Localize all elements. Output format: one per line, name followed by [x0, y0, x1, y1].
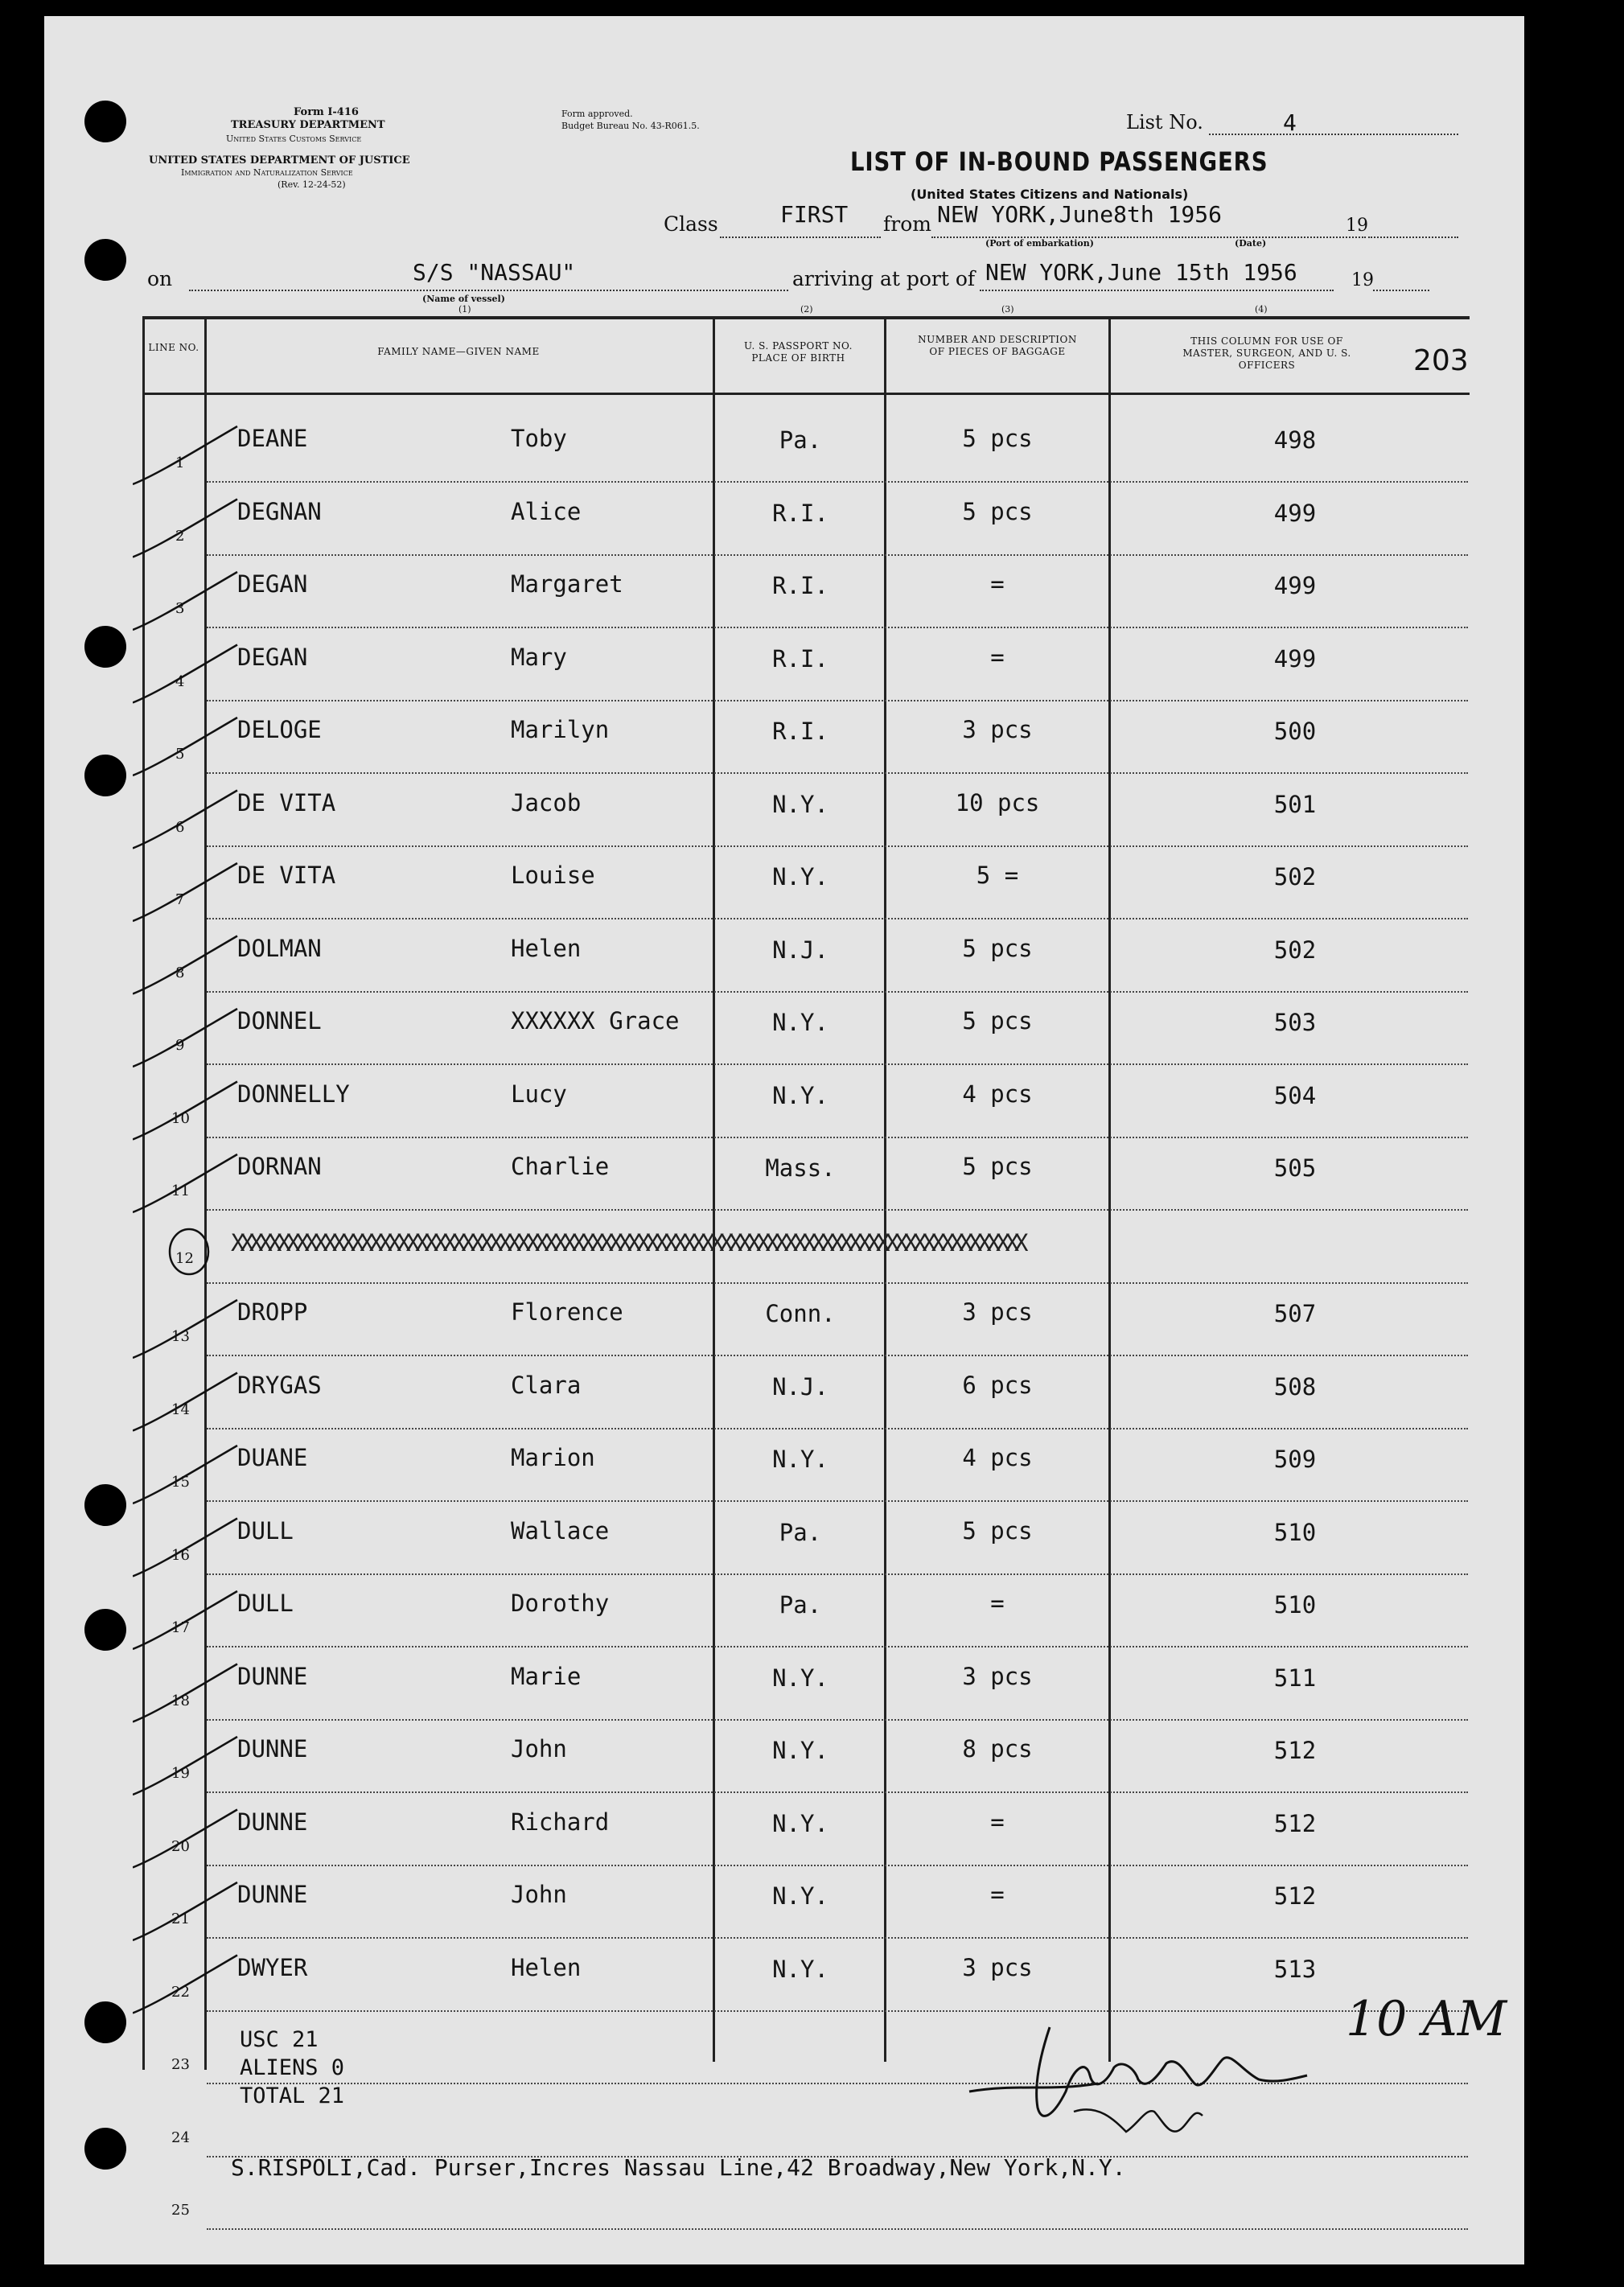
- officer-number: 502: [1273, 863, 1317, 891]
- revision: (Rev. 12-24-52): [278, 179, 346, 190]
- family-name: DORNAN: [237, 1153, 322, 1180]
- baggage-count: 5 pcs: [962, 497, 1033, 525]
- check-mark: [133, 1810, 237, 1868]
- family-name: DUNNE: [237, 1808, 308, 1836]
- family-name: DROPP: [237, 1298, 308, 1326]
- handwritten-time: 10 AM: [1346, 1991, 1507, 2047]
- port-embark-caption: (Port of embarkation): [985, 238, 1094, 249]
- check-mark: [133, 791, 237, 849]
- officer-number: 499: [1273, 572, 1317, 599]
- line-number: 20: [171, 1837, 190, 1855]
- header-passport: U. S. PASSPORT NO. PLACE OF BIRTH: [744, 340, 853, 364]
- check-mark: [133, 936, 237, 994]
- family-name: DUNNE: [237, 1735, 308, 1763]
- given-name: Helen: [511, 934, 582, 962]
- class-line: [720, 237, 881, 238]
- place-of-birth: Pa.: [779, 1591, 822, 1619]
- line-number: 19: [171, 1765, 190, 1782]
- family-name: DONNELLY: [237, 1080, 350, 1108]
- row-rule: [207, 1355, 1468, 1356]
- baggage-count: 5 =: [976, 862, 1019, 889]
- header-name: FAMILY NAME—GIVEN NAME: [377, 346, 540, 357]
- from-label: from: [883, 212, 931, 236]
- officer-number: 499: [1273, 644, 1317, 673]
- punch-hole: [84, 626, 126, 668]
- family-name: DE VITA: [237, 862, 336, 889]
- class-value: FIRST: [780, 201, 849, 228]
- place-of-birth: N.Y.: [772, 1009, 828, 1036]
- list-no-line: [1209, 134, 1458, 135]
- row-rule: [207, 700, 1468, 701]
- place-of-birth: N.Y.: [772, 863, 828, 891]
- row-rule: [207, 845, 1468, 847]
- baggage-count: =: [990, 1881, 1005, 1908]
- line-number: 11: [171, 1183, 190, 1199]
- line-number: 5: [175, 746, 185, 763]
- officer-number: 510: [1273, 1518, 1317, 1546]
- given-name: Wallace: [511, 1516, 610, 1545]
- place-of-birth: Pa.: [779, 426, 822, 454]
- line-number: 4: [175, 673, 185, 690]
- given-name: Louise: [511, 862, 595, 889]
- place-of-birth: R.I.: [772, 644, 828, 673]
- row-rule: [207, 1209, 1468, 1211]
- row-rule: [207, 1646, 1468, 1647]
- page-title: LIST OF IN-BOUND PASSENGERS: [850, 146, 1268, 177]
- family-name: DEGAN: [237, 643, 308, 671]
- place-of-birth: N.J.: [772, 936, 828, 964]
- form-approved: Form approved.: [561, 109, 633, 119]
- page-number: 203: [1413, 344, 1469, 377]
- check-mark: [133, 1519, 237, 1577]
- baggage-count: 4 pcs: [962, 1444, 1033, 1471]
- row-rule: [207, 1282, 1468, 1284]
- punch-hole: [84, 755, 126, 796]
- place-of-birth: N.Y.: [772, 1809, 828, 1837]
- given-name: Toby: [511, 425, 567, 452]
- family-name: DUANE: [237, 1444, 308, 1471]
- baggage-count: 5 pcs: [962, 425, 1033, 452]
- check-mark: [133, 1154, 237, 1212]
- family-name: DOLMAN: [237, 934, 322, 962]
- place-of-birth: Conn.: [765, 1300, 836, 1327]
- form-number: Form I-416: [294, 106, 359, 118]
- punch-hole: [84, 2001, 126, 2043]
- check-mark: [133, 426, 237, 484]
- line-number: 2: [175, 527, 185, 545]
- family-name: DELOGE: [237, 716, 322, 743]
- check-marks: [133, 378, 294, 2148]
- line-number: 25: [171, 2202, 190, 2219]
- officer-number: 508: [1273, 1372, 1317, 1401]
- given-name: Helen: [511, 1953, 582, 1981]
- line-number: 10: [171, 1109, 190, 1127]
- check-mark: [133, 1373, 237, 1431]
- family-name: DE VITA: [237, 788, 336, 816]
- table-top-border: [142, 316, 1470, 319]
- check-mark: [133, 1664, 237, 1722]
- given-name: Florence: [511, 1298, 623, 1326]
- punch-hole: [84, 2128, 126, 2170]
- header-officers: THIS COLUMN FOR USE OF MASTER, SURGEON, AND U. S. OFFICERS: [1182, 335, 1351, 371]
- punch-hole: [84, 101, 126, 142]
- place-of-birth: N.Y.: [772, 1446, 828, 1473]
- place-of-birth: N.Y.: [772, 1737, 828, 1764]
- officer-number: 504: [1273, 1081, 1317, 1109]
- row-rule: [207, 1573, 1468, 1575]
- family-name: DUNNE: [237, 1662, 308, 1690]
- officer-number: 503: [1273, 1009, 1317, 1036]
- page-subtitle: (United States Citizens and Nationals): [911, 187, 1189, 202]
- place-of-birth: R.I.: [772, 499, 828, 527]
- line-number: 9: [175, 1037, 185, 1054]
- row-rule: [207, 991, 1468, 993]
- family-name: DRYGAS: [237, 1371, 322, 1399]
- baggage-count: 5 pcs: [962, 934, 1033, 962]
- given-name: Alice: [511, 497, 582, 525]
- baggage-count: 3 pcs: [962, 1662, 1033, 1690]
- totals-total: TOTAL 21: [240, 2083, 345, 2108]
- line-number: 16: [171, 1546, 190, 1564]
- given-name: Clara: [511, 1371, 582, 1399]
- row-rule: [207, 1937, 1468, 1939]
- place-of-birth: R.I.: [772, 718, 828, 745]
- officer-number: 511: [1273, 1664, 1317, 1692]
- line-number: 24: [171, 2129, 190, 2146]
- given-name: XXXXXX Grace: [511, 1007, 680, 1034]
- given-name: Dorothy: [511, 1590, 610, 1617]
- on-label: on: [147, 267, 173, 290]
- check-mark: [133, 1446, 237, 1503]
- given-name: Mary: [511, 643, 567, 671]
- row-rule: [207, 481, 1468, 483]
- col2-num: (2): [800, 304, 813, 315]
- col-divider-name: [713, 316, 715, 2062]
- baggage-count: 5 pcs: [962, 1153, 1033, 1180]
- baggage-count: 10 pcs: [955, 788, 1040, 816]
- col-divider-passport: [884, 316, 886, 2062]
- place-of-birth: N.Y.: [772, 1955, 828, 1983]
- row-rule: [207, 1428, 1468, 1429]
- year-line: [1368, 237, 1458, 238]
- officer-number: 509: [1273, 1446, 1317, 1473]
- officer-number: 500: [1273, 718, 1317, 745]
- baggage-count: 3 pcs: [962, 1953, 1033, 1981]
- officer-number: 512: [1273, 1737, 1317, 1764]
- row-rule: [207, 1719, 1468, 1721]
- totals-usc: USC 21: [240, 2027, 319, 2052]
- baggage-count: =: [990, 570, 1005, 598]
- list-no-value: 4: [1283, 109, 1297, 136]
- family-name: DULL: [237, 1516, 294, 1545]
- row-rule: [207, 1791, 1468, 1793]
- family-name: DONNEL: [237, 1007, 322, 1034]
- baggage-count: 3 pcs: [962, 716, 1033, 743]
- struck-out-row-12: XXXXXXXXXXXXXXXXXXXXXXXXXXXXXXXXXXXXXXXXXXXXXXXXXXXXXXXXXXXXXXXXXXXXXXXXXXXXXXXXXXXXXX: [231, 1229, 1024, 1257]
- officer-number: 510: [1273, 1591, 1317, 1619]
- check-mark: [133, 1591, 237, 1649]
- col3-num: (3): [1001, 304, 1014, 315]
- list-no-label: List No.: [1126, 111, 1203, 134]
- baggage-count: =: [990, 1590, 1005, 1617]
- line-number: 15: [171, 1474, 190, 1491]
- row-rule: [207, 1865, 1468, 1866]
- totals-aliens: ALIENS 0: [240, 2055, 345, 2080]
- baggage-count: 6 pcs: [962, 1371, 1033, 1399]
- col4-num: (4): [1255, 304, 1268, 315]
- row-rule: [207, 1063, 1468, 1065]
- baggage-count: 3 pcs: [962, 1298, 1033, 1326]
- row-rule: [207, 2228, 1468, 2230]
- inspector-signature: [953, 1971, 1404, 2156]
- row-rule: [207, 1137, 1468, 1138]
- officer-number: 498: [1273, 426, 1317, 454]
- officer-number: 499: [1273, 499, 1317, 527]
- family-name: DEGAN: [237, 570, 308, 598]
- check-mark: [133, 572, 237, 630]
- vessel-line: [189, 290, 788, 291]
- line-number: 8: [175, 964, 185, 981]
- from-value: NEW YORK,June8th 1956: [937, 201, 1223, 228]
- punch-hole: [84, 1484, 126, 1526]
- line-number: 12: [175, 1249, 194, 1267]
- baggage-count: 5 pcs: [962, 1516, 1033, 1545]
- check-mark: [133, 1009, 237, 1067]
- check-mark: [133, 718, 237, 775]
- given-name: Margaret: [511, 570, 623, 598]
- treasury-dept: TREASURY DEPARTMENT: [231, 119, 385, 131]
- justice-dept: UNITED STATES DEPARTMENT OF JUSTICE: [149, 154, 410, 167]
- row-rule: [207, 1500, 1468, 1502]
- place-of-birth: N.J.: [772, 1372, 828, 1401]
- punch-hole: [84, 239, 126, 281]
- baggage-count: 4 pcs: [962, 1080, 1033, 1108]
- line-number: 17: [171, 1619, 190, 1636]
- col-divider-baggage: [1108, 316, 1111, 2062]
- officer-number: 512: [1273, 1882, 1317, 1910]
- check-mark: [133, 1956, 237, 2013]
- arriving-line: [980, 290, 1334, 291]
- place-of-birth: Pa.: [779, 1518, 822, 1546]
- line-number: 1: [175, 455, 185, 471]
- row-rule: [207, 918, 1468, 919]
- check-mark: [133, 645, 237, 703]
- given-name: Lucy: [511, 1080, 567, 1108]
- check-mark: [133, 1737, 237, 1795]
- officer-number: 505: [1273, 1154, 1317, 1182]
- vessel-caption-num: (1): [458, 304, 471, 315]
- place-of-birth: N.Y.: [772, 1081, 828, 1109]
- line-number: 23: [171, 2056, 190, 2073]
- baggage-count: 5 pcs: [962, 1007, 1033, 1034]
- row-rule: [207, 627, 1468, 628]
- budget-bureau: Budget Bureau No. 43-R061.5.: [561, 121, 700, 131]
- place-of-birth: N.Y.: [772, 1664, 828, 1692]
- given-name: Marion: [511, 1444, 595, 1471]
- arriving-label: arriving at port of: [792, 267, 976, 290]
- date-caption: (Date): [1235, 238, 1267, 249]
- line-number: 18: [171, 1692, 190, 1709]
- purser-footer: S.RISPOLI,Cad. Purser,Incres Nassau Line,42 Broadway,New York,N.Y.: [231, 2154, 1126, 2181]
- vessel-caption: (Name of vessel): [422, 294, 505, 304]
- given-name: Charlie: [511, 1153, 610, 1180]
- baggage-count: 8 pcs: [962, 1735, 1033, 1763]
- baggage-count: =: [990, 643, 1005, 671]
- given-name: John: [511, 1881, 567, 1908]
- family-name: DULL: [237, 1590, 294, 1617]
- check-mark: [133, 863, 237, 921]
- family-name: DEANE: [237, 425, 308, 452]
- table-header-border: [142, 393, 1470, 395]
- officer-number: 513: [1273, 1955, 1317, 1983]
- line-number: 13: [171, 1328, 190, 1345]
- line-number: 3: [175, 600, 185, 617]
- given-name: Jacob: [511, 788, 582, 816]
- given-name: Marilyn: [511, 716, 610, 743]
- line-number: 22: [171, 1983, 190, 2001]
- line-number: 21: [171, 1911, 190, 1927]
- check-mark: [133, 1300, 237, 1358]
- from-year-suffix: 19: [1346, 216, 1368, 236]
- arriving-value: NEW YORK,June 15th 1956: [985, 259, 1297, 286]
- document-page: [44, 16, 1524, 2264]
- customs-service: United States Customs Service: [226, 134, 362, 144]
- arriving-year-line: [1373, 290, 1429, 291]
- given-name: John: [511, 1735, 567, 1763]
- punch-hole: [84, 1609, 126, 1651]
- officer-number: 501: [1273, 790, 1317, 818]
- family-name: DWYER: [237, 1953, 308, 1981]
- line-number: 6: [175, 818, 185, 836]
- place-of-birth: Mass.: [765, 1154, 836, 1182]
- baggage-count: =: [990, 1808, 1005, 1836]
- ins-service: Immigration and Naturalization Service: [181, 167, 353, 178]
- header-baggage: NUMBER AND DESCRIPTION OF PIECES OF BAGGAGE: [918, 334, 1077, 357]
- line-number: 7: [175, 891, 185, 908]
- place-of-birth: R.I.: [772, 572, 828, 599]
- family-name: DUNNE: [237, 1881, 308, 1908]
- check-mark: [133, 1882, 237, 1940]
- vessel-name: S/S "NASSAU": [413, 259, 576, 286]
- row-rule: [207, 772, 1468, 774]
- officer-number: 507: [1273, 1300, 1317, 1327]
- header-line-no: LINE NO.: [148, 342, 199, 353]
- officer-number: 512: [1273, 1809, 1317, 1837]
- place-of-birth: N.Y.: [772, 1882, 828, 1910]
- given-name: Marie: [511, 1662, 582, 1690]
- line-number: 14: [171, 1401, 190, 1418]
- family-name: DEGNAN: [237, 497, 322, 525]
- check-mark: [133, 1082, 237, 1140]
- officer-number: 502: [1273, 936, 1317, 964]
- class-label: Class: [664, 212, 718, 236]
- place-of-birth: N.Y.: [772, 790, 828, 818]
- arriving-year-suffix: 19: [1351, 270, 1374, 290]
- row-rule: [207, 554, 1468, 556]
- check-mark: [133, 500, 237, 557]
- given-name: Richard: [511, 1808, 610, 1836]
